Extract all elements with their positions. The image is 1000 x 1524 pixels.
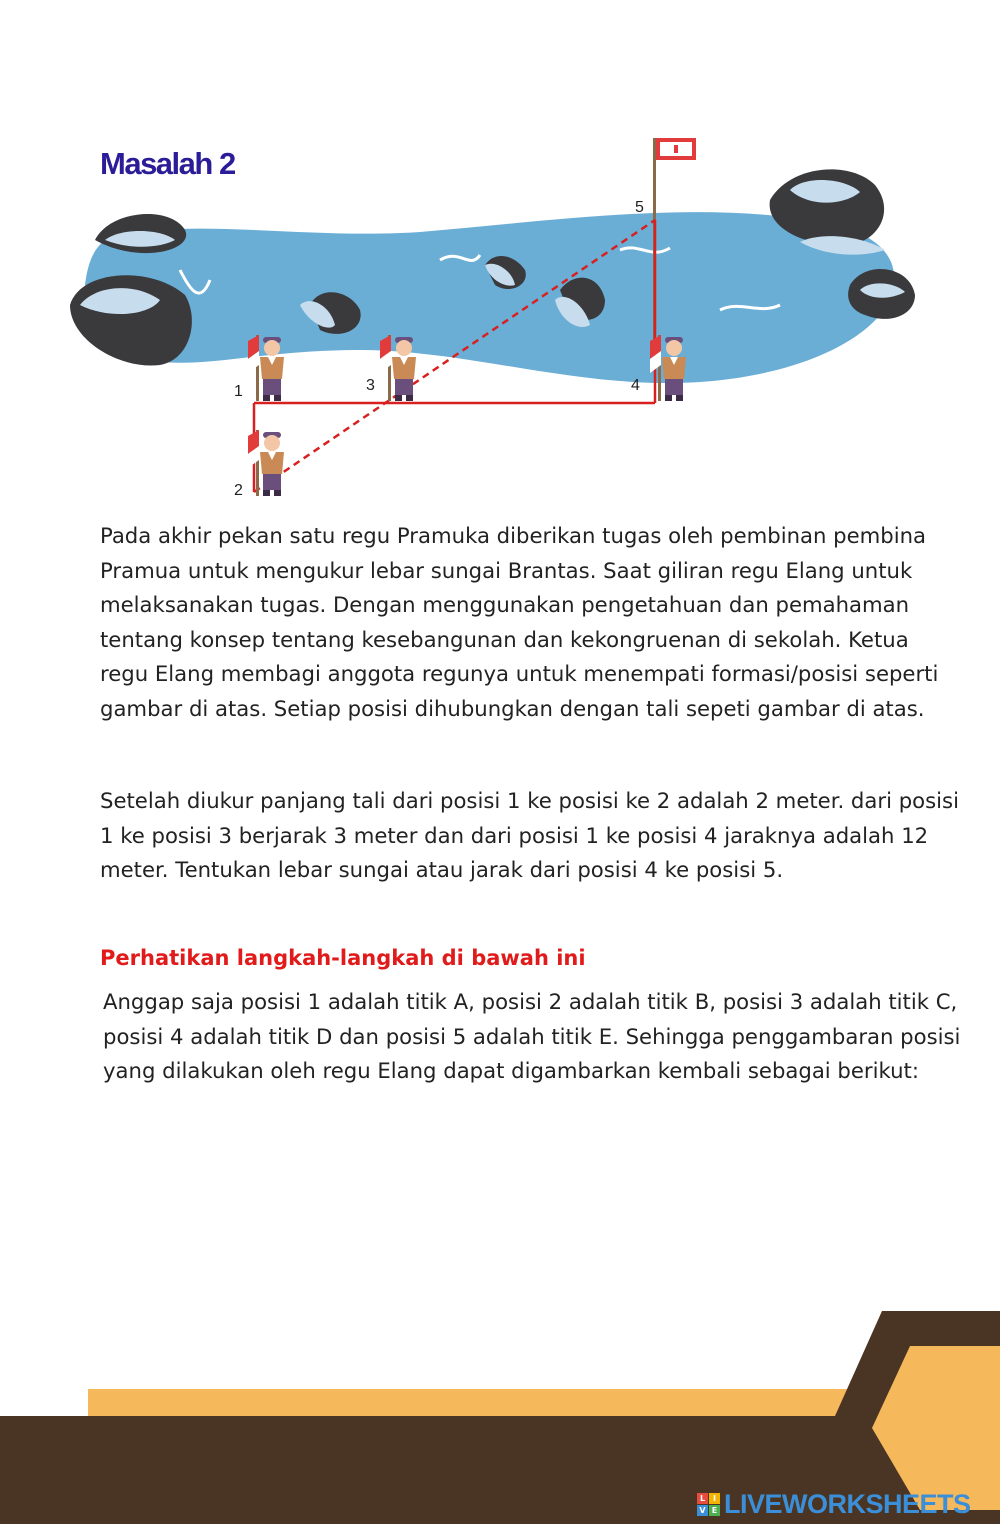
problem-paragraph-1: Pada akhir pekan satu regu Pramuka diberikan tugas oleh pembinan pembina Pramua untuk mengukur lebar sungai Brantas. Saat giliran regu Elang untuk melaksanakan tugas. Dengan menggunakan pengetahuan dan pemahaman tentang konsep tentang kesebangunan dan kekongruenan di sekolah. Ketua regu Elang membagi anggota regunya untuk menempati formasi/posisi seperti gambar di atas. Setiap posisi dihubungkan dengan tali sepeti gambar di atas. xyxy=(100,523,939,721)
scout-position-1 xyxy=(248,335,284,401)
label-position-1: 1 xyxy=(234,383,243,400)
brand-logo-letter: V xyxy=(697,1505,708,1516)
liveworksheets-brand xyxy=(697,1489,971,1520)
brand-logo-letter: L xyxy=(697,1493,708,1504)
brand-logo-letter: E xyxy=(709,1505,720,1516)
label-position-4: 4 xyxy=(631,377,640,394)
river-diagram xyxy=(0,120,1000,510)
problem-paragraph-2: Setelah diukur panjang tali dari posisi 1 ke posisi ke 2 adalah 2 meter. dari posisi 1 ke posisi 3 berjarak 3 meter dan dari posisi 1 ke posisi 4 jaraknya adalah 12 meter. Tentukan lebar sungai atau jarak dari posisi 4 ke posisi 5. xyxy=(100,788,959,882)
river xyxy=(84,212,894,383)
label-position-3: 3 xyxy=(366,377,375,394)
brand-logo-icon xyxy=(697,1493,720,1516)
brand-text: LIVEWORKSHEETS xyxy=(724,1489,971,1519)
steps-heading: Perhatikan langkah-langkah di bawah ini xyxy=(100,946,586,970)
label-position-2: 2 xyxy=(234,482,243,499)
steps-paragraph: Anggap saja posisi 1 adalah titik A, posisi 2 adalah titik B, posisi 3 adalah titik C, posisi 4 adalah titik D dan posisi 5 adalah titik E. Sehingga penggambaran posisi yang dilakukan oleh regu Elang dapat digambarkan kembali sebagai berikut: xyxy=(103,989,961,1083)
page-title: Masalah 2 xyxy=(100,146,235,181)
scout-position-3 xyxy=(380,335,416,401)
brand-logo-letter: I xyxy=(709,1493,720,1504)
label-position-5: 5 xyxy=(635,199,644,216)
